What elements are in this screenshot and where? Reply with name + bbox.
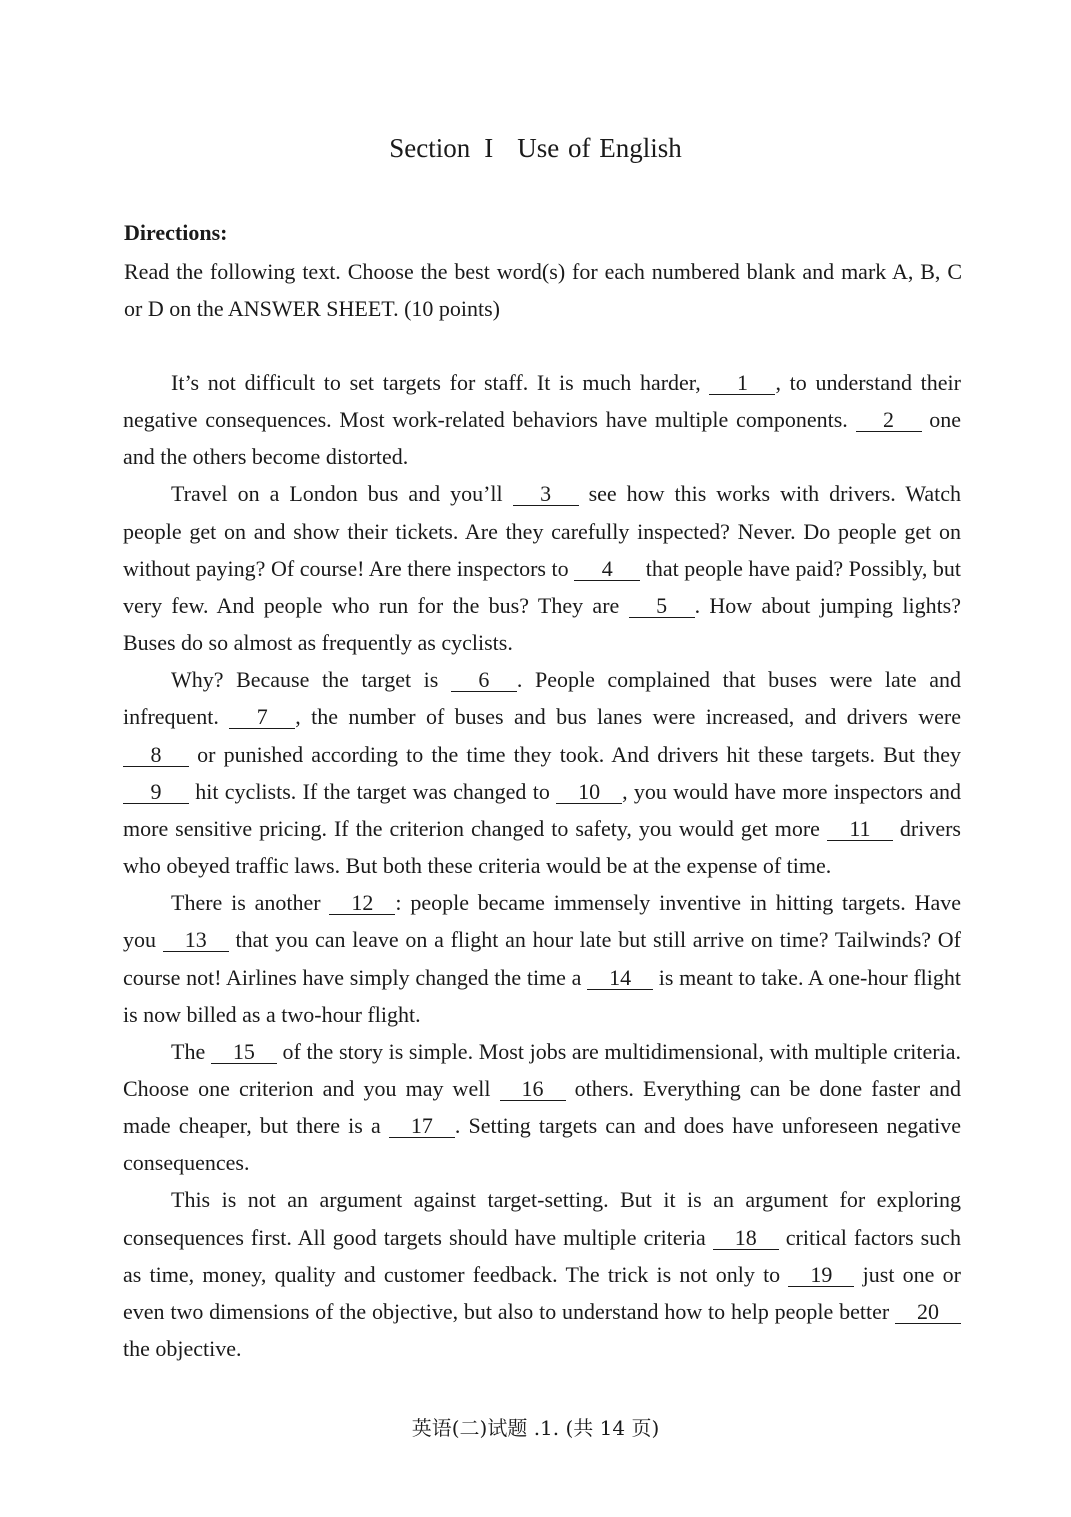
passage-text: , to understand their negative consequences. Most work-related behaviors have multiple components.: [123, 370, 961, 433]
blank-16: 16: [500, 1078, 566, 1101]
directions-text: Read the following text. Choose the best word(s) for each numbered blank and mark A, B, C or D on the ANSWER SHEET. (10 points): [124, 259, 962, 321]
blank-10: 10: [556, 781, 622, 804]
page-footer: 英语(二)试题 .1. (共 14 页): [411, 1416, 660, 1440]
passage-text: hit cyclists. If the target was changed to: [189, 778, 557, 804]
blank-7: 7: [229, 706, 295, 729]
passage-text: the objective.: [123, 1336, 242, 1362]
passage-paragraph: [123, 1181, 961, 1367]
passage-text: Why? Because the target is: [171, 667, 451, 693]
passage-text: This is not an argument against target-setting. But it is an argument for exploring consequences first. All good targets should have multiple criteria: [123, 1187, 961, 1250]
passage-text: others. Everything can be done faster and made cheaper, but there is a: [123, 1075, 961, 1139]
passage-text: that people have paid? Possibly, but very few. And people who run for the bus? They are: [123, 555, 961, 618]
passage-text: critical factors such as time, money, quality and customer feedback. The trick is not only to: [123, 1224, 961, 1287]
blank-17: 17: [389, 1115, 455, 1138]
blank-20: 20: [895, 1301, 961, 1324]
passage-paragraph: [123, 661, 961, 884]
blank-6: 6: [451, 669, 517, 692]
blank-1: 1: [709, 372, 775, 395]
passage: [123, 364, 961, 1367]
passage-text: : people became immensely inventive in hitting targets. Have you: [123, 890, 961, 953]
passage-text: that you can leave on a flight an hour late but still arrive on time? Tailwinds? Of course not! Airlines have simply changed the time a: [123, 927, 961, 990]
section-number: I: [484, 133, 494, 163]
passage-text: , the number of buses and bus lanes were increased, and drivers were: [295, 704, 961, 730]
blank-11: 11: [827, 818, 893, 841]
passage-text: , you would have more inspectors and more sensitive pricing. If the criterion changed to safety, you would get more: [123, 778, 962, 841]
blank-8: 8: [123, 744, 189, 767]
passage-paragraph: [123, 475, 961, 661]
blank-2: 2: [856, 409, 922, 432]
passage-text: just one or even two dimensions of the objective, but also to understand how to help people better: [123, 1261, 961, 1324]
passage-paragraph: [123, 1033, 961, 1182]
section-label: Section: [389, 133, 471, 163]
passage-text: Travel on a London bus and you’ll: [171, 481, 513, 507]
passage-text: The: [171, 1038, 211, 1064]
passage-text: of the story is simple. Most jobs are multidimensional, with multiple criteria. Choose one criterion and you may well: [123, 1038, 962, 1101]
blank-15: 15: [211, 1041, 277, 1064]
blank-19: 19: [788, 1264, 854, 1287]
blank-13: 13: [163, 929, 229, 952]
blank-5: 5: [629, 595, 695, 618]
section-title: [0, 130, 1071, 166]
blank-9: 9: [123, 781, 189, 804]
passage-text: . Setting targets can and does have unforeseen negative consequences.: [123, 1113, 961, 1176]
passage-text: is meant to take. A one-hour flight is now billed as a two-hour flight.: [123, 964, 962, 1027]
passage-text: see how this works with drivers. Watch people get on and show their tickets. Are they carefully inspected? Never. Do people get on without paying? Of course! Are there inspectors to: [123, 481, 961, 581]
passage-text: It’s not difficult to set targets for staff. It is much harder,: [171, 370, 710, 395]
passage-text: one and the others become distorted.: [123, 407, 961, 470]
passage-text: There is another: [171, 890, 330, 916]
passage-paragraph: [123, 884, 961, 1033]
blank-4: 4: [574, 558, 640, 581]
section-name: Use of English: [517, 133, 682, 163]
passage-text: or punished according to the time they took. And drivers hit these targets. But they: [189, 741, 961, 767]
directions-heading: Directions:: [124, 220, 228, 245]
passage-text: drivers who obeyed traffic laws. But both these criteria would be at the expense of time.: [123, 815, 961, 879]
blank-14: 14: [587, 967, 653, 990]
blank-12: 12: [329, 892, 395, 915]
passage-text: . People complained that buses were late and infrequent.: [123, 667, 961, 730]
passage-text: . How about jumping lights? Buses do so almost as frequently as cyclists.: [123, 592, 962, 656]
blank-3: 3: [513, 483, 579, 506]
passage-paragraph: [123, 364, 961, 475]
blank-18: 18: [713, 1227, 779, 1250]
